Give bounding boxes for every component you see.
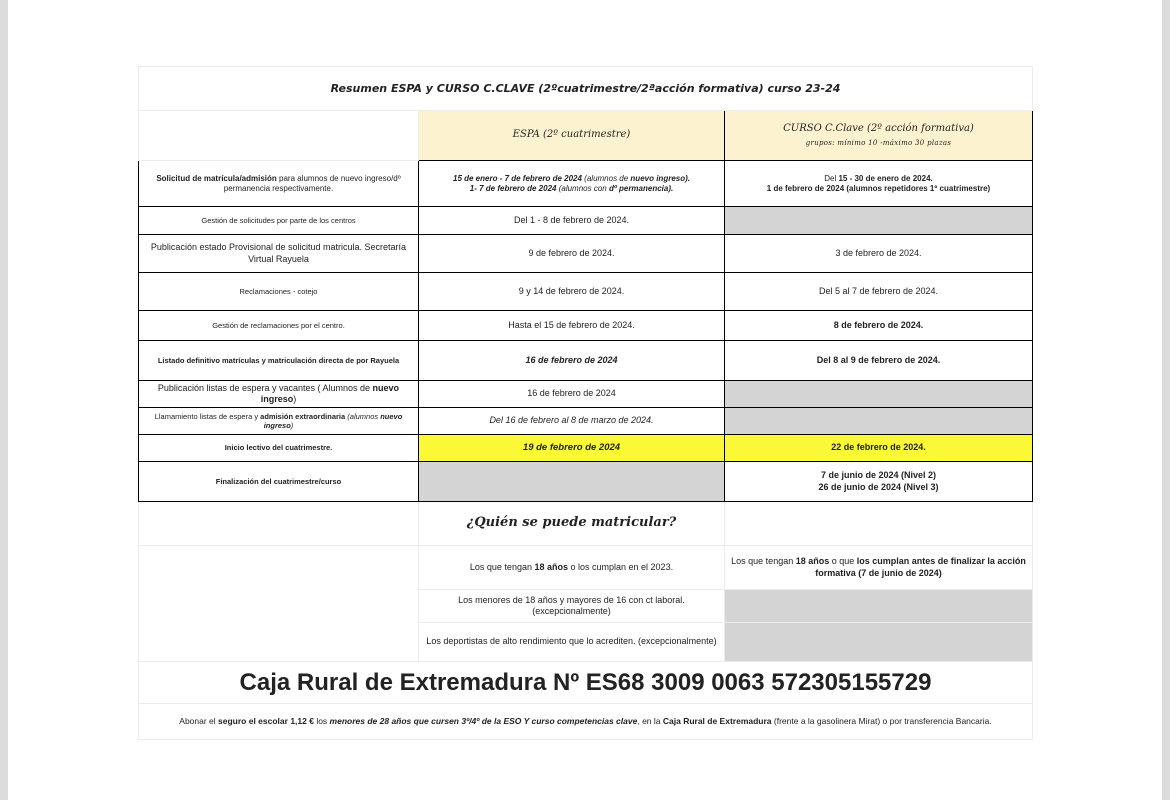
who-clave-age: Los que tengan 18 años o que los cumplan antes de finalizar la acción formativa (7 de junio de 2024): [725, 546, 1033, 590]
who-clave-empty: [725, 590, 1033, 623]
espa-final-empty: [419, 462, 725, 502]
espa-publicacion: 9 de febrero de 2024.: [419, 235, 725, 273]
clave-solicitud: Del 15 - 30 de enero de 2024. 1 de febrero de 2024 (alumnos repetidores 1º cuatrimestre): [725, 161, 1033, 207]
clave-listado: Del 8 al 9 de febrero de 2024.: [725, 341, 1033, 381]
clave-gestion-reclamaciones: 8 de febrero de 2024.: [725, 311, 1033, 341]
who-espa-athletes: Los deportistas de alto rendimiento que lo acrediten. (excepcionalmente): [419, 623, 725, 662]
row-label-espera: Publicación listas de espera y vacantes ( Alumnos de nuevo ingreso): [139, 381, 419, 408]
clave-llamamiento-empty: [725, 408, 1033, 435]
espa-gestion: Del 1 - 8 de febrero de 2024.: [419, 207, 725, 235]
empty-who-label: [139, 546, 419, 662]
clave-gestion-empty: [725, 207, 1033, 235]
empty-header-cell: [139, 111, 419, 161]
clave-espera-empty: [725, 381, 1033, 408]
who-clave-empty: [725, 623, 1033, 662]
espa-header: ESPA (2º cuatrimestre): [419, 111, 725, 161]
table-row: [139, 161, 1033, 207]
who-espa-minors: Los menores de 18 años y mayores de 16 con ct laboral. (excepcionalmente): [419, 590, 725, 623]
espa-gestion-reclamaciones: Hasta el 15 de febrero de 2024.: [419, 311, 725, 341]
clave-header: CURSO C.Clave (2º acción formativa) grupos: mínimo 10 -máximo 30 plazas: [725, 111, 1033, 161]
espa-solicitud: 15 de enero - 7 de febrero de 2024 (alumnos de nuevo ingreso). 1- 7 de febrero de 2024 (alumnos con dº permanencia).: [419, 161, 725, 207]
summary-table: [138, 66, 1033, 740]
clave-reclamaciones: Del 5 al 7 de febrero de 2024.: [725, 273, 1033, 311]
row-label-publicacion: Publicación estado Provisional de solicitud matricula. Secretaría Virtual Rayuela: [139, 235, 419, 273]
row-label-gestion: Gestión de solicitudes por parte de los centros: [139, 207, 419, 235]
bank-account: Caja Rural de Extremadura Nº ES68 3009 0063 572305155729: [139, 662, 1033, 704]
document-page: [8, 0, 1162, 800]
row-label-inicio: Inicio lectivo del cuatrimestre.: [139, 435, 419, 462]
row-label-llamamiento: Llamamiento listas de espera y admisión extraordinaria (alumnos nuevo ingreso): [139, 408, 419, 435]
empty-cell: [139, 502, 419, 546]
table-title: Resumen ESPA y CURSO C.CLAVE (2ºcuatrimestre/2ªacción formativa) curso 23-24: [139, 67, 1033, 111]
table-row: [139, 273, 1033, 311]
insurance-note: Abonar el seguro el escolar 1,12 € los menores de 28 años que cursen 3º/4º de la ESO Y curso competencias clave, en la Caja Rural de Extremadura (frente a la gasolinera Mirat) o por transferencia Bancaria.: [139, 704, 1033, 740]
table-row: [139, 462, 1033, 502]
row-label-gestion-reclamaciones: Gestión de reclamaciones por el centro.: [139, 311, 419, 341]
clave-final: 7 de junio de 2024 (Nivel 2) 26 de junio de 2024 (Nivel 3): [725, 462, 1033, 502]
table-row: [139, 381, 1033, 408]
who-espa-age: Los que tengan 18 años o los cumplan en el 2023.: [419, 546, 725, 590]
clave-inicio: 22 de febrero de 2024.: [725, 435, 1033, 462]
row-label-solicitud: Solicitud de matrícula/admisión para alumnos de nuevo ingreso/dº permanencia respectivamente.: [139, 161, 419, 207]
table-row: [139, 435, 1033, 462]
espa-espera: 16 de febrero de 2024: [419, 381, 725, 408]
table-row: [139, 235, 1033, 273]
row-label-final: Finalización del cuatrimestre/curso: [139, 462, 419, 502]
table-row: [139, 207, 1033, 235]
row-label-reclamaciones: Reclamaciones - cotejo: [139, 273, 419, 311]
espa-llamamiento: Del 16 de febrero al 8 de marzo de 2024.: [419, 408, 725, 435]
row-label-listado: Listado definitivo matrículas y matriculación directa de por Rayuela: [139, 341, 419, 381]
table-row: [139, 341, 1033, 381]
clave-publicacion: 3 de febrero de 2024.: [725, 235, 1033, 273]
empty-cell: [725, 502, 1033, 546]
table-row: [139, 408, 1033, 435]
table-row: [139, 546, 1033, 590]
espa-listado: 16 de febrero de 2024: [419, 341, 725, 381]
clave-header-sub: grupos: mínimo 10 -máximo 30 plazas: [805, 138, 952, 147]
table-row: [139, 311, 1033, 341]
espa-inicio: 19 de febrero de 2024: [419, 435, 725, 462]
who-heading: ¿Quién se puede matricular?: [419, 502, 725, 546]
espa-reclamaciones: 9 y 14 de febrero de 2024.: [419, 273, 725, 311]
